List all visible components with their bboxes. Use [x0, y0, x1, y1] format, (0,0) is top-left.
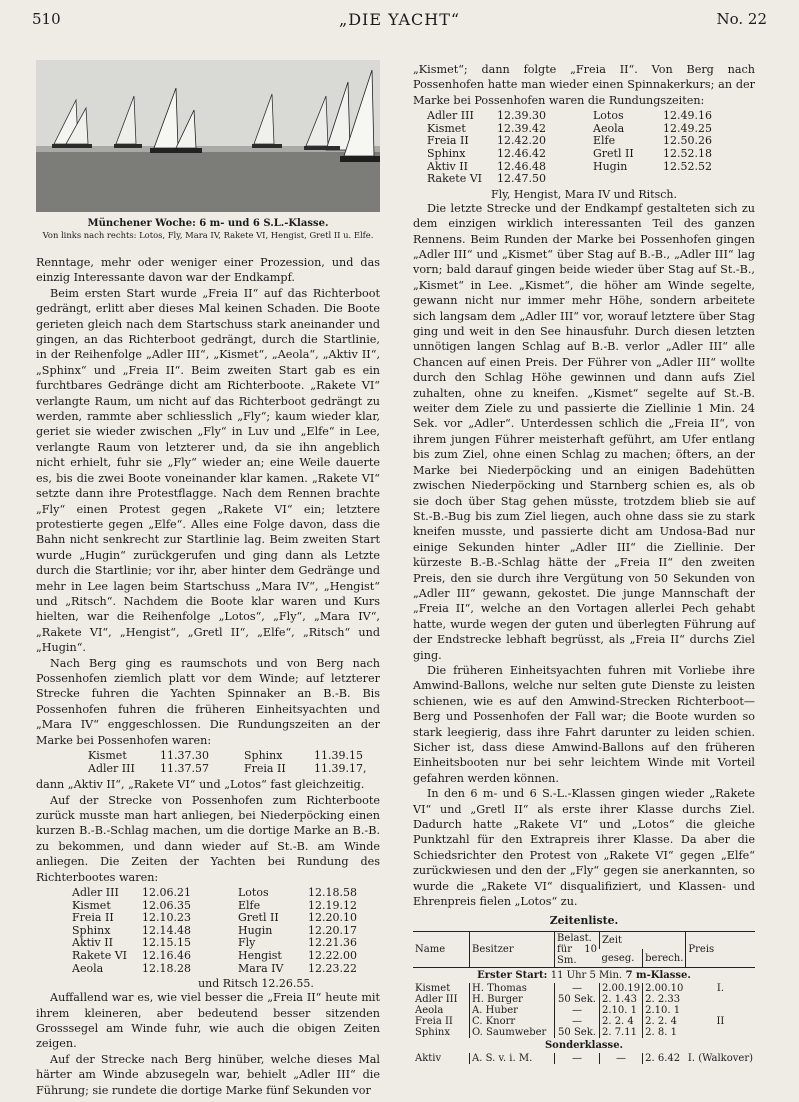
- cell-time-corrected: 2.10. 1: [643, 1005, 686, 1016]
- cell-name: Kismet: [415, 982, 451, 994]
- cell-handicap: —: [555, 1053, 600, 1064]
- yacht-name: Hengist: [238, 949, 282, 962]
- table-row: [413, 994, 755, 1005]
- page-header: [32, 10, 767, 34]
- cell-time-corrected: 2. 2. 4: [643, 1016, 686, 1027]
- cell-owner: O. Saumweber: [470, 1027, 555, 1038]
- rounding-time: 12.06.35: [142, 898, 191, 912]
- cell-handicap: —: [555, 1005, 600, 1016]
- rounding-time: 12.15.15: [142, 936, 191, 950]
- column-header-handicap: Belast. für 10 Sm.: [555, 931, 600, 967]
- table-header-row: [413, 931, 755, 949]
- yacht-name: Rakete VI: [427, 172, 482, 186]
- yacht-name: Adler III: [88, 761, 135, 775]
- results-table-title: Zeitenliste.: [549, 914, 619, 928]
- rounding-time: 12.52.18: [663, 147, 712, 160]
- rounding-time: 12.46.48: [497, 159, 546, 173]
- column-header-time: Zeit: [599, 931, 685, 949]
- rounding-time: 12.23.22: [308, 961, 357, 975]
- table-row: [413, 1016, 755, 1027]
- right-column: [413, 62, 755, 1064]
- yacht-name: Fly: [238, 936, 256, 950]
- column-header-name: Name: [413, 931, 470, 967]
- yacht-name: Hugin: [593, 159, 628, 173]
- rounding-time: 12.49.16: [663, 109, 712, 123]
- table-section-row: [413, 1038, 755, 1053]
- cell-owner: H. Thomas: [470, 983, 555, 994]
- rounding-time: 11.39.17,: [314, 761, 367, 775]
- results-table: [413, 931, 755, 1064]
- rounding-time: 11.37.30: [160, 749, 209, 762]
- yacht-name: Freia II: [244, 761, 286, 775]
- yacht-name: Kismet: [88, 749, 127, 762]
- paragraph: Auffallend war es, wie viel besser die „Freia II“ heute mit ihrem kleineren, aber bedeutend besser sitzenden Grosssegel am Winde fuhr, wie auch die obigen Zeiten zeigen.: [36, 991, 380, 1051]
- column-header-time-corrected: berech.: [643, 949, 686, 967]
- cell-owner: A. Huber: [470, 1005, 555, 1016]
- cell-time-sailed: 2. 2. 4: [599, 1016, 642, 1027]
- yacht-name: Rakete VI: [72, 949, 127, 962]
- yacht-name: Aeola: [593, 121, 625, 135]
- yacht-name: Kismet: [72, 898, 111, 912]
- table-section-row: [413, 967, 755, 983]
- cell-prize: I. (Walkover): [687, 1052, 753, 1064]
- yacht-name: Sphinx: [427, 147, 466, 160]
- yacht-name: Gretl II: [238, 911, 279, 925]
- yacht-name: Mara IV: [238, 961, 284, 975]
- yacht-name: Aeola: [72, 961, 104, 975]
- rounding-time: 12.18.58: [308, 886, 357, 900]
- yacht-name: Elfe: [238, 898, 261, 912]
- yacht-name: [593, 173, 663, 186]
- paragraph: In den 6 m- und 6 S.-L.-Klassen gingen wieder „Rakete VI“ und „Gretl II“ als erste ihrer Klasse durchs Ziel. Dadurch hatte „Rakete VI“ und „Lotos“ die gleiche Punktzahl für den Extrapreis ihrer Klasse. Da aber die Schiedsrichter den Protest von „Rakete VI“ gegen „Elfe“ zurückwiesen und den der „Fly“ gegen sie anerkannten, so wurde die „Rakete VI“ disqualifiziert, und Klassen- und Ehrenpreis fielen „Lotos“ zu.: [413, 787, 755, 909]
- section-class: 7 m-Klasse.: [625, 969, 691, 981]
- cell-time-sailed: 2.00.19: [599, 983, 642, 994]
- rounding-time: 12.39.42: [497, 121, 546, 135]
- rounding-times-possenhofen-2: [427, 110, 755, 186]
- rounding-time: 12.14.48: [142, 923, 191, 937]
- rounding-time: 12.42.20: [497, 134, 546, 148]
- figure-caption-subtitle: Von links nach rechts: Lotos, Fly, Mara IV, Rakete VI, Hengist, Gretl II u. Elfe.: [42, 230, 374, 240]
- column-header-owner: Besitzer: [470, 931, 555, 967]
- section-time: 11 Uhr 5 Min.: [550, 969, 623, 981]
- cell-prize: [686, 1027, 755, 1038]
- rounding-time: 12.19.12: [308, 898, 357, 912]
- section-label: Sonderklasse.: [544, 1039, 624, 1051]
- rounding-time: 12.52.52: [663, 159, 712, 173]
- rounding-times-richterboot: [72, 887, 380, 975]
- rounding-time: 12.20.17: [308, 923, 357, 937]
- sailboats-image: [36, 60, 380, 212]
- column-header-time-sailed: geseg.: [599, 949, 642, 967]
- cell-owner: A. S. v. i. M.: [470, 1053, 555, 1064]
- yacht-name: Elfe: [593, 134, 616, 148]
- paragraph: Nach Berg ging es raumschots und von Berg nach Possenhofen ziemlich platt vor dem Winde; auf letzterer Strecke fuhren die Yachten Spinnaker an B.-B. Bis Possenhofen fuhren die früheren Einheitsyachten und „Mara IV“ enggeschlossen. Die Rundungszeiten an der Marke bei Possenhofen waren:: [36, 656, 380, 747]
- yacht-name: Sphinx: [244, 749, 283, 762]
- yacht-name: Freia II: [72, 911, 114, 925]
- cell-time-corrected: 2. 2.33: [643, 994, 686, 1005]
- cell-name: Aktiv: [415, 1052, 442, 1064]
- table-row: [413, 1005, 755, 1016]
- rounding-time: [663, 173, 733, 186]
- cell-handicap: —: [555, 983, 600, 994]
- issue-number: No. 22: [716, 10, 767, 28]
- rounding-time: 12.22.00: [308, 949, 357, 962]
- paragraph: Beim ersten Start wurde „Freia II“ auf das Richterboot gedrängt, erlitt aber dieses Mal keinen Schaden. Die Boote gerieten gleich nach dem Startschuss stark aneinander und gingen, an das Richterboot gedrängt, durch die Startlinie, in der Reihenfolge „Adler III“, „Kismet“, „Aeola“, „Aktiv II“, „Sphinx“ und „Freia II“. Beim zweiten Start gab es ein furchtbares Gedränge dicht am Richterboote. „Rakete VI“ verlangte Raum, um nicht auf das Richterboot gedrängt zu werden, rammte aber schliesslich „Fly“; kaum wieder klar, geriet sie wieder zwischen „Fly“ in Luv und „Elfe“ in Lee, verlangte Raum von letzterer und, da sie ihn angeblich nicht erhielt, fuhr sie „Fly“ wieder an; eine Weile dauerte es, bis die zwei Boote voneinander klar kamen. „Rakete VI“ setzte dann ihre Protestflagge. Nach dem Rennen brachte „Fly“ einen Protest gegen „Rakete VI“ ein; letztere protestierte gegen „Elfe“. Alles eine Folge davon, dass die Bahn nicht senkrecht zur Startlinie lag. Beim zweiten Start wurde „Hugin“ zurückgerufen und ging dann als Letzte durch die Startlinie; vor ihr, aber hinter dem Gedränge und mehr in Lee lagen beim Startschuss „Mara IV“, „Hengist“ und „Ritsch“. Nachdem die Boote klar waren und Kurs hielten, war die Reihenfolge „Lotos“, „Fly“, „Mara IV“, „Rakete VI“, „Hengist“, „Gretl II“, „Elfe“, „Ritsch“ und „Hugin“.: [36, 286, 380, 655]
- section-label: Erster Start:: [477, 969, 548, 981]
- cell-time-sailed: 2. 1.43: [599, 994, 642, 1005]
- page-number: 510: [32, 10, 61, 28]
- paragraph: Auf der Strecke von Possenhofen zum Richterboote zurück musste man hart anliegen, bei Niederpöcking einen kurzen B.-B.-Schlag machen, um die dortige Marke an B.-B. zu bekommen, und dann wieder auf St.-B. am Winde anliegen. Die Zeiten der Yachten bei Rundung des Richterbootes waren:: [36, 793, 380, 884]
- yacht-name: Lotos: [593, 109, 624, 123]
- paragraph: Auf der Strecke nach Berg hinüber, welche dieses Mal härter am Winde abzusegeln war, behielt „Adler III“ die Führung; sie rundete die dortige Marke fünf Sekunden vor: [36, 1052, 380, 1097]
- cell-name: Sphinx: [415, 1026, 450, 1038]
- yacht-name: Lotos: [238, 886, 269, 900]
- table-row: [413, 1053, 755, 1064]
- rounding-time: 12.49.25: [663, 121, 712, 135]
- paragraph: Die letzte Strecke und der Endkampf gestalteten sich zu dem einzigen wirklich interessanten Teil des ganzen Rennens. Beim Runden der Marke bei Possenhofen gingen „Adler III“ und „Kismet“ über Stag auf B.-B., „Adler III“ lag vorn; bald darauf gingen beide wieder über Stag auf St.-B., „Kismet“ in Lee. „Kismet“, die höher am Winde segelte, gewann nicht nur immer mehr Höhe, sondern arbeitete sich langsam dem „Adler III“ vor, worauf letztere über Stag ging und weit in den See hinausfuhr. Durch diesen letzten unnötigen langen Schlag auf B.-B. verlor „Adler III“ alle Chancen auf einen Preis. Der Führer von „Adler III“ wollte durch den Schlag Höhe gewinnen und dann aufs Ziel zuhalten, ohne zu kneifen. „Kismet“ segelte auf St.-B. weiter dem Ziele zu und passierte die Ziellinie 1 Min. 24 Sek. vor „Adler“. Unterdessen schlich die „Freia II“, von ihrem jungen Führer meisterhaft geführt, am Ufer entlang bis zum Ziel, ohne einen Schlag zu machen; öfters, an der Marke bei Niederpöcking und an einigen Badehütten zwischen Niederpöcking und Starnberg schien es, als ob sie doch über Stag gehen müsste, trotzdem blieb sie auf St.-B.-Bug bis zum Ziel liegen, auch ohne dass sie zu stark kneifen musste, und passierte dicht am Undosa-Bad nur einige Sekunden hinter „Adler III“ die Ziellinie. Der kürzeste B.-B.-Schlag hätte der „Freia II“ den zweiten Preis, den sie durch ihre Vergütung von 50 Sekunden von „Adler III“ gewann, gekostet. Die junge Mannschaft der „Freia II“, welche an den Vortagen allerlei Pech gehabt hatte, wurde wegen der guten und überlegten Führung auf der Endstrecke lebhaft begrüsst, als „Freia II“ durchs Ziel ging.: [413, 201, 755, 662]
- yacht-name: Aktiv II: [72, 936, 113, 950]
- table-row: [413, 983, 755, 994]
- rounding-time: 12.47.50: [497, 172, 546, 186]
- rounding-time: 12.50.26: [663, 134, 712, 148]
- paragraph: „Kismet“; dann folgte „Freia II“. Von Berg nach Possenhofen hatte man wieder einen Spinnakerkurs; an der Marke bei Possenhofen waren die Rundungszeiten:: [413, 63, 755, 107]
- rounding-time: 12.16.46: [142, 949, 191, 962]
- yacht-name: Adler III: [72, 886, 119, 900]
- rounding-time: 12.46.42: [497, 147, 546, 160]
- rounding-time: 12.21.36: [308, 936, 357, 950]
- column-header-prize: Preis: [686, 931, 755, 967]
- cell-name: Freia II: [415, 1015, 453, 1027]
- yacht-name: Aktiv II: [427, 159, 468, 173]
- cell-time-sailed: —: [599, 1053, 642, 1064]
- cell-owner: C. Knorr: [470, 1016, 555, 1027]
- rounding-times-possenhofen-1: [88, 750, 380, 775]
- figure-caption-title: Münchener Woche: 6 m- und 6 S.L.-Klasse.: [87, 218, 329, 229]
- cell-time-corrected: 2. 6.42: [643, 1053, 686, 1064]
- yacht-name: Adler III: [427, 109, 474, 123]
- cell-prize: II: [716, 1015, 725, 1027]
- paragraph: Renntage, mehr oder weniger einer Prozession, und das einzig Interessante davon war der Endkampf.: [36, 256, 380, 285]
- rounding-time: 12.20.10: [308, 911, 357, 925]
- journal-title: „DIE YACHT“: [338, 10, 461, 29]
- rounding-time: 11.39.15: [314, 749, 363, 762]
- cell-time-sailed: 2.10. 1: [599, 1005, 642, 1016]
- rounding-time: 12.18.28: [142, 961, 191, 975]
- cell-handicap: 50 Sek.: [555, 1027, 600, 1038]
- rounding-time: 12.06.21: [142, 886, 191, 900]
- yacht-name: Hugin: [238, 923, 273, 937]
- rounding-times-tail: und Ritsch 12.26.55.: [198, 977, 314, 991]
- paragraph: Die früheren Einheitsyachten fuhren mit Vorliebe ihre Amwind-Ballons, welche nur selten gute Dienste zu leisten schienen, wie es auf den Amwind-Strecken Richterboot—Berg und Possenhofen der Fall war; die Boote wurden so stark leegierig, dass ihre Fahrt darunter zu leiden schien. Sicher ist, dass diese Amwind-Ballons auf den früheren Einheitsbooten nur bei sehr leichtem Winde mit Vorteil gefahren werden können.: [413, 663, 755, 785]
- yacht-name: Freia II: [427, 134, 469, 148]
- rounding-time: 11.37.57: [160, 761, 209, 775]
- cell-handicap: 50 Sek.: [555, 994, 600, 1005]
- cell-time-sailed: 2. 7.11: [599, 1027, 642, 1038]
- regatta-photo: [36, 60, 380, 212]
- cell-time-corrected: 2.00.10: [643, 983, 686, 994]
- cell-name: Adler III: [415, 993, 458, 1005]
- cell-prize: [686, 1005, 755, 1016]
- cell-handicap: —: [555, 1016, 600, 1027]
- cell-time-corrected: 2. 8. 1: [643, 1027, 686, 1038]
- table-row: [413, 1027, 755, 1038]
- left-column: [36, 60, 380, 1098]
- cell-name: Aeola: [415, 1004, 444, 1016]
- yacht-name: Sphinx: [72, 923, 111, 937]
- rounding-time: 12.10.23: [142, 911, 191, 925]
- yacht-name: Kismet: [427, 121, 466, 135]
- paragraph: dann „Aktiv II“, „Rakete VI“ und „Lotos“ fast gleichzeitig.: [36, 778, 365, 792]
- yacht-name: Gretl II: [593, 147, 634, 160]
- rounding-time: 12.39.30: [497, 109, 546, 123]
- cell-prize: I.: [716, 982, 725, 994]
- cell-owner: H. Burger: [470, 994, 555, 1005]
- cell-prize: [686, 994, 755, 1005]
- rounding-times-tail: Fly, Hengist, Mara IV und Ritsch.: [491, 187, 677, 201]
